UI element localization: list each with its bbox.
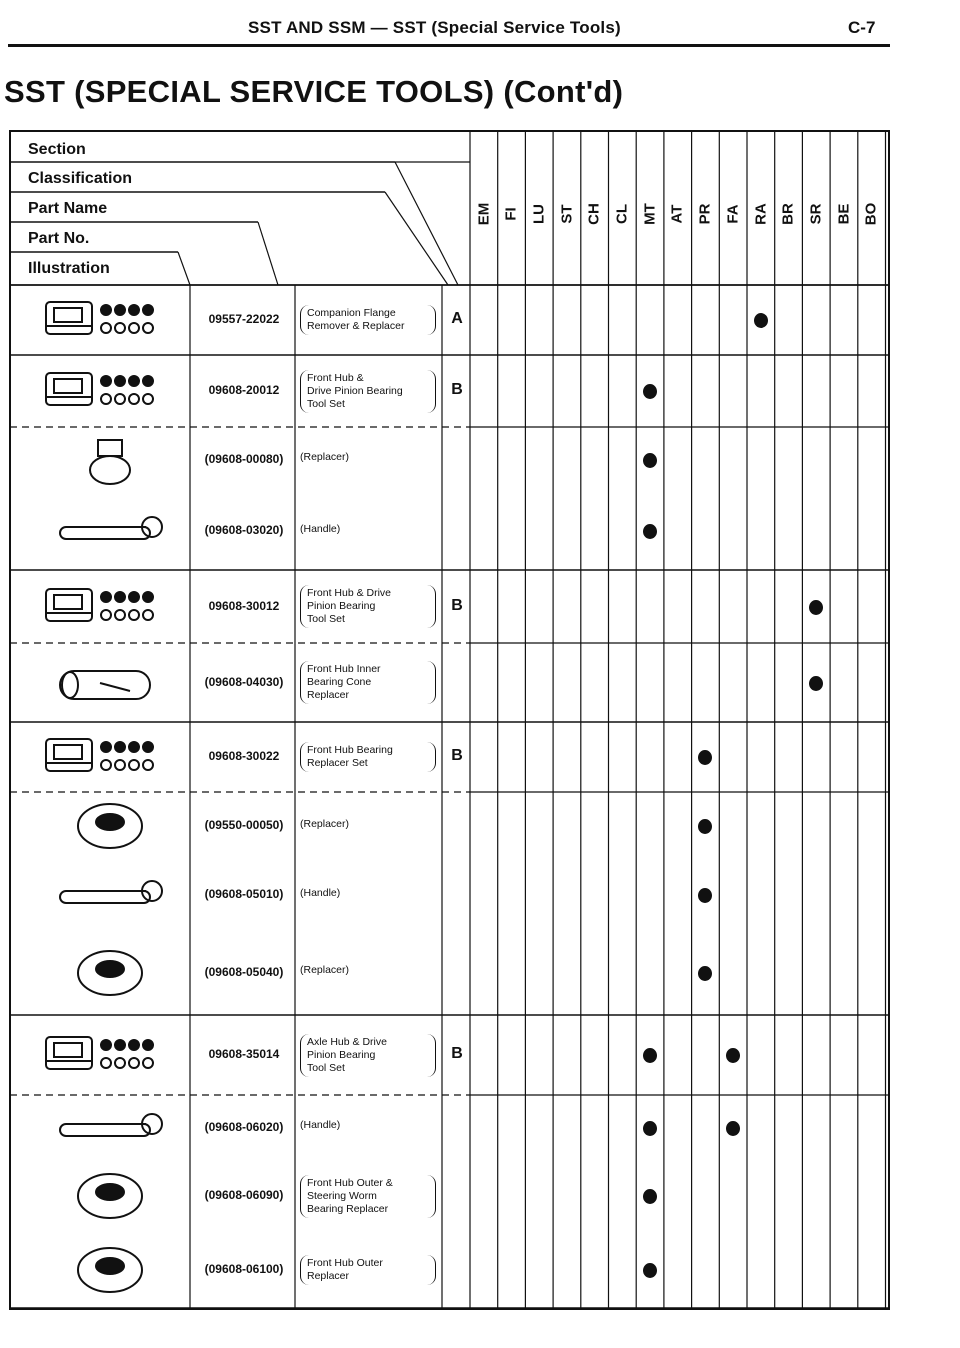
column-header-label: MT (641, 203, 659, 225)
page-title: SST (SPECIAL SERVICE TOOLS) (Cont'd) (4, 74, 624, 109)
classification-letter: B (451, 381, 463, 398)
part-name: Front Hub & Drive Pinion Bearing Tool Set (300, 585, 436, 628)
column-header-ch (581, 192, 608, 236)
part-name: (Handle) (300, 1119, 341, 1131)
applicable-section-dot-mt (643, 1048, 657, 1063)
column-header-label: SR (807, 203, 825, 225)
part-name: (Handle) (300, 886, 341, 899)
part-number: (09608-00080) (204, 451, 284, 466)
column-header-label: FI (502, 207, 520, 221)
part-name: (Replacer) (300, 451, 350, 463)
case-axle-tool-set-icon (40, 1025, 180, 1085)
part-name: (Replacer) (300, 964, 350, 976)
knurled-handle-icon (40, 1098, 180, 1158)
part-number: (09608-04030) (204, 674, 284, 689)
part-name: Companion Flange Remover & Replacer (300, 305, 436, 335)
column-header-label: FA (724, 204, 742, 224)
case-flange-tool-set-icon (40, 290, 180, 350)
column-header-label: LU (530, 204, 548, 224)
column-header-label: BR (779, 203, 797, 225)
header-illustration: Illustration (28, 260, 110, 277)
column-header-sr (802, 192, 829, 236)
part-number: (09608-06100) (204, 1262, 284, 1276)
part-number: (09608-06020) (204, 1119, 284, 1134)
ring-replacer-icon (40, 943, 180, 1003)
part-name: (Handle) (300, 522, 341, 535)
column-header-be (830, 192, 857, 236)
column-header-label: CL (613, 204, 631, 224)
column-header-lu (525, 192, 552, 236)
column-header-mt (636, 192, 663, 236)
part-number: (09550-00050) (204, 818, 284, 832)
part-name: Front Hub Outer & Steering Worm Bearing Replacer (300, 1175, 436, 1218)
classification-letter: B (451, 1045, 463, 1062)
header-classification: Classification (28, 170, 133, 187)
part-name: Axle Hub & Drive Pinion Bearing Tool Set (300, 1034, 436, 1077)
applicable-section-dot-mt (643, 453, 657, 468)
case-replacer-set-icon (40, 727, 180, 787)
applicable-section-dot-sr (809, 600, 823, 615)
case-bearing-tool-set-icon (40, 361, 180, 421)
part-number: 09557-22022 (208, 312, 280, 326)
classification-letter: B (451, 596, 463, 614)
column-header-em (470, 192, 497, 236)
header-part-name: Part Name (28, 200, 108, 217)
classification-letter: A (451, 310, 463, 327)
column-header-at (664, 192, 691, 236)
disc-replacer-icon (40, 796, 180, 856)
case-tool-set-icon (40, 577, 180, 637)
column-header-label: PR (696, 203, 714, 225)
applicable-section-dot-pr (698, 966, 712, 981)
applicable-section-dot-sr (809, 676, 823, 691)
handle-icon (40, 501, 180, 561)
header-rule (8, 44, 890, 47)
column-header-label: RA (752, 203, 769, 225)
column-header-label: BO (862, 202, 880, 226)
short-handle-icon (40, 865, 180, 925)
part-number: 09608-35014 (208, 1047, 280, 1061)
part-name: Front Hub Bearing Replacer Set (300, 742, 436, 772)
part-number: (09608-05010) (204, 887, 284, 901)
part-number: (09608-03020) (204, 523, 284, 537)
applicable-section-dot-mt (643, 1263, 657, 1278)
column-header-label: AT (668, 204, 686, 224)
part-name: Front Hub Inner Bearing Cone Replacer (300, 661, 436, 704)
applicable-section-dot-ra (754, 313, 768, 328)
column-header-label: ST (558, 204, 576, 224)
column-header-cl (609, 192, 636, 236)
bearing-replacer-icon (40, 1166, 180, 1226)
part-name: (Replacer) (300, 817, 350, 830)
classification-letter: B (451, 747, 463, 764)
applicable-section-dot-mt (643, 1189, 657, 1204)
page-number: C-7 (848, 18, 876, 37)
column-header-pr (692, 192, 719, 236)
outer-replacer-icon (40, 1240, 180, 1300)
column-header-label: EM (475, 202, 492, 226)
applicable-section-dot-mt (643, 384, 657, 399)
header-title: SST AND SSM — SST (Special Service Tools) (248, 18, 621, 37)
column-header-fi (498, 192, 525, 236)
part-name: Front Hub Outer Replacer (300, 1255, 436, 1285)
header-part-no: Part No. (28, 230, 90, 247)
part-number: (09608-05040) (204, 964, 284, 979)
header-section: Section (28, 141, 86, 158)
replacer-icon (40, 430, 180, 490)
applicable-section-dot-fa (726, 1121, 740, 1136)
column-header-fa (719, 192, 746, 236)
part-number: 09608-20012 (208, 383, 280, 397)
applicable-section-dot-mt (643, 1121, 657, 1136)
column-header-bo (858, 192, 885, 236)
part-number: (09608-06090) (204, 1188, 284, 1202)
applicable-section-dot-mt (643, 524, 657, 539)
part-name: Front Hub & Drive Pinion Bearing Tool Set (300, 370, 436, 413)
column-header-st (553, 192, 580, 236)
column-header-label: BE (835, 203, 853, 225)
part-number: 09608-30022 (208, 749, 280, 763)
cone-replacer-icon (40, 653, 180, 713)
part-number: 09608-30012 (208, 598, 280, 613)
column-header-ra (747, 192, 774, 236)
column-header-label: CH (585, 203, 603, 225)
column-header-br (775, 192, 802, 236)
